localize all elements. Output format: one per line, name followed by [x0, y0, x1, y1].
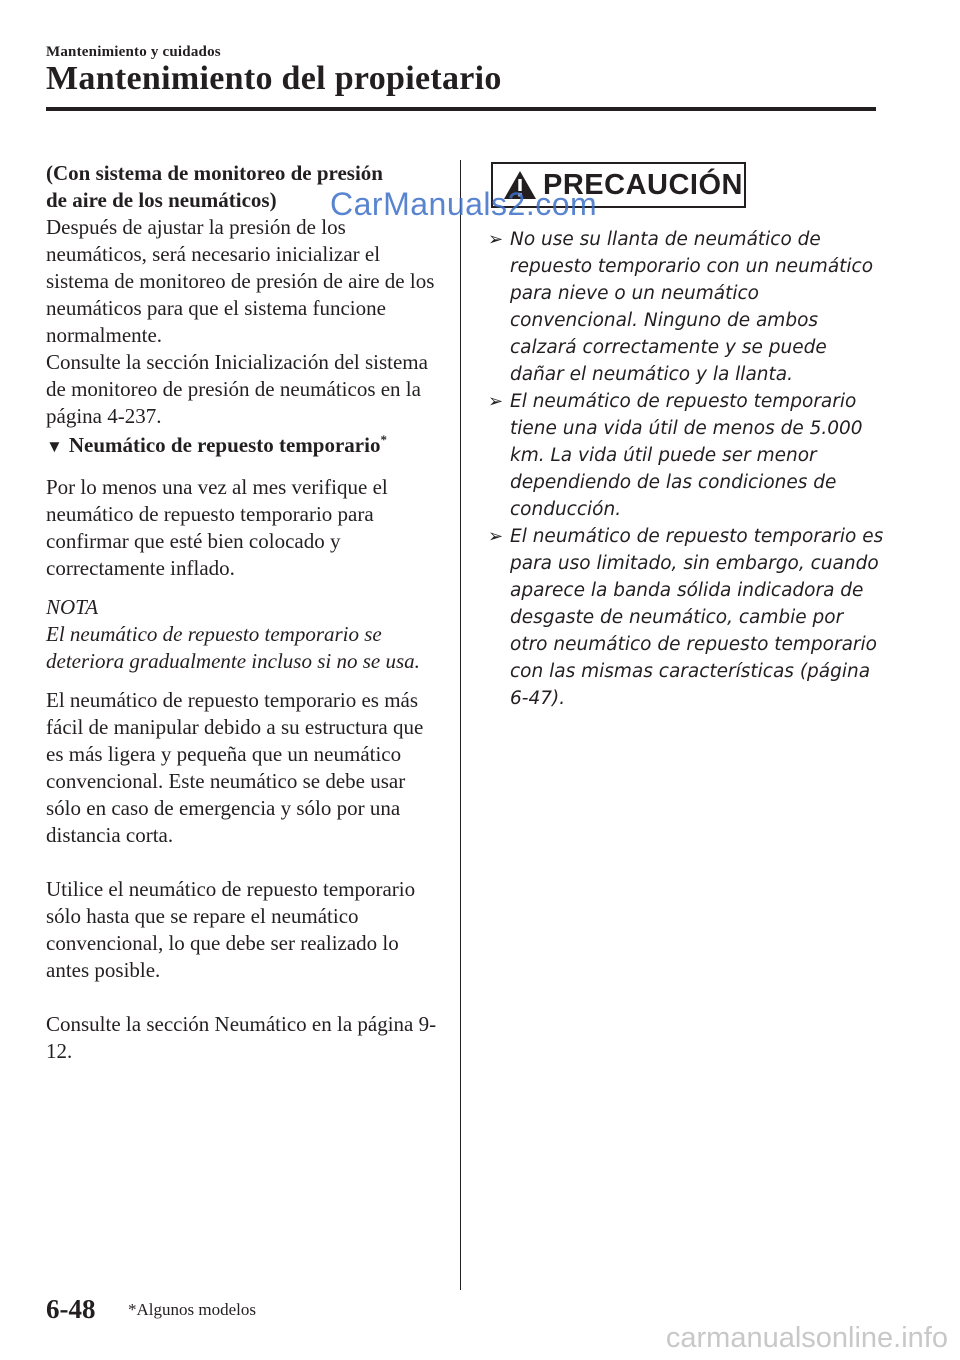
caution-item — [484, 388, 884, 523]
tpms-subhead-line1: (Con sistema de monitoreo de presión — [46, 161, 383, 185]
column-divider — [460, 160, 461, 1290]
arrow-bullet-icon: ➢ — [488, 391, 504, 412]
tpms-subhead-line2: de aire de los neumáticos) — [46, 188, 277, 212]
caution-item-text: El neumático de repuesto temporario tiene una vida útil de menos de 5.000 km. La vida útil puede ser menor dependiendo de las condiciones de conducción. — [510, 391, 863, 520]
caution-item-text: El neumático de repuesto temporario es para uso limitado, sin embargo, cuando aparece la banda sólida indicadora de desgaste de neumático, cambie por otro neumático de repuesto temporario con las mismas características (página 6-47). — [510, 526, 884, 709]
caution-item-text: No use su llanta de neumático de repuesto temporario con un neumático para nieve o un neumático convencional. Ninguno de ambos calzará correctamente y se puede dañar el neumático y la llanta. — [510, 229, 874, 385]
tpms-reference-paragraph: Consulte la sección Inicialización del sistema de monitoreo de presión de neumáticos en la página 4-237. — [46, 350, 428, 428]
page-title: Mantenimiento del propietario — [46, 60, 502, 97]
title-rule — [46, 107, 876, 111]
triangle-down-icon: ▼ — [46, 437, 63, 456]
arrow-bullet-icon: ➢ — [488, 229, 504, 250]
section-heading-text: Neumático de repuesto temporario — [68, 433, 381, 457]
site-watermark: carmanualsonline.info — [665, 1322, 948, 1354]
inspection-paragraph: Por lo menos una vez al mes verifique el neumático de repuesto temporario para confirmar que esté bien colocado y correctamente inflado. — [46, 475, 388, 580]
section-heading — [46, 430, 442, 462]
tire-reference-paragraph: Consulte la sección Neumático en la página 9-12. — [46, 1012, 437, 1063]
caution-item — [484, 226, 884, 388]
handling-paragraph: El neumático de repuesto temporario es más fácil de manipular debido a su estructura que es más ligera y pequeña que un neumático convencional. Este neumático se debe usar sólo en caso de emergencia y sólo por una distancia corta. — [46, 688, 424, 847]
caution-item — [484, 523, 884, 712]
running-head: Mantenimiento y cuidados — [46, 44, 221, 60]
note-label: NOTA — [46, 595, 99, 619]
footnote: *Algunos modelos — [128, 1300, 256, 1319]
page-number: 6-48 — [46, 1294, 96, 1324]
caution-label: PRECAUCIÓN — [543, 168, 743, 201]
some-models-mark: * — [380, 432, 387, 447]
note-text: El neumático de repuesto temporario se deteriora gradualmente incluso si no se usa. — [46, 622, 420, 673]
caution-list — [484, 226, 884, 712]
overlay-watermark: CarManuals2.com — [330, 186, 598, 222]
usage-paragraph: Utilice el neumático de repuesto temporario sólo hasta que se repare el neumático convencional, lo que debe ser realizado lo antes posible. — [46, 877, 416, 982]
left-column — [46, 160, 442, 1065]
arrow-bullet-icon: ➢ — [488, 526, 504, 547]
tpms-paragraph: Después de ajustar la presión de los neumáticos, será necesario inicializar el sistema de monitoreo de presión de aire de los neumáticos para que el sistema funcione normalmente. — [46, 215, 435, 347]
